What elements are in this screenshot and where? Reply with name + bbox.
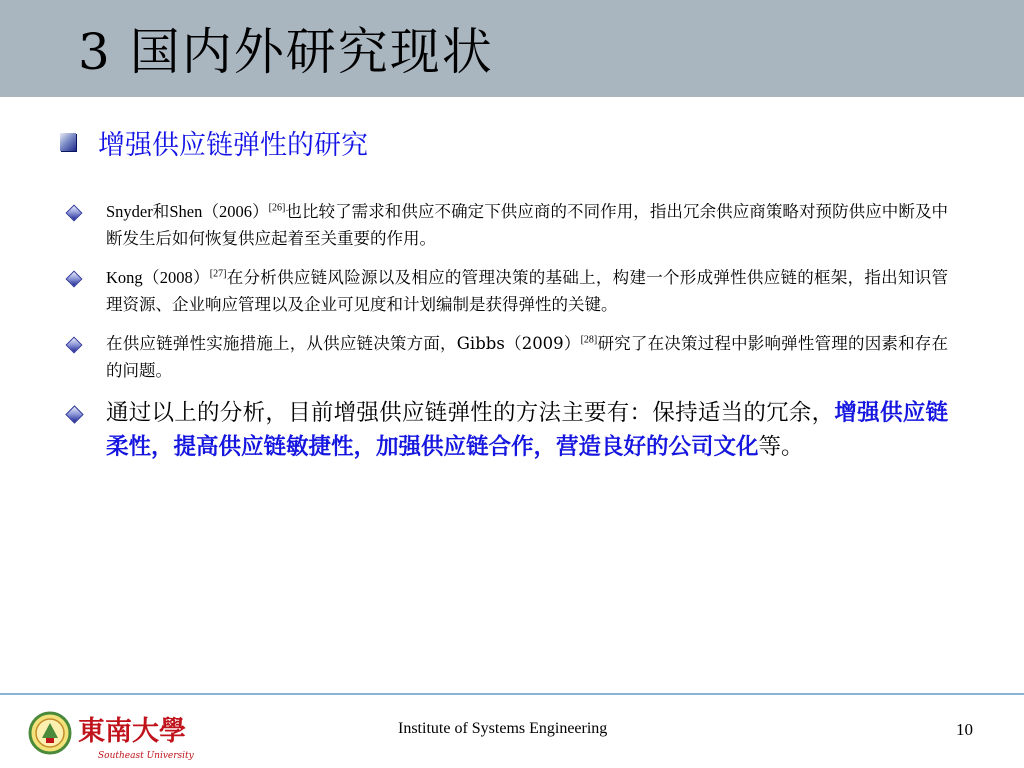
bullet-list [68, 198, 948, 464]
page-number: 10 [956, 720, 973, 739]
diamond-bullet-icon [65, 405, 83, 423]
footer-institute: Institute of Systems Engineering [398, 720, 608, 737]
logo-subtext: Southeast University [98, 751, 194, 761]
bullet-text: 研究了在决策过程中影响弹性管理的因素和存在的问题。 [106, 334, 949, 380]
slide-title: 3 国内外研究现状 [78, 23, 494, 81]
conclusion-item [68, 396, 948, 464]
title-bar [0, 0, 1024, 97]
citation-author: Kong（2008） [106, 268, 210, 287]
citation-ref: [28] [580, 334, 598, 346]
citation-ref: [26] [268, 202, 286, 214]
square-bullet-icon [60, 133, 76, 151]
conclusion-lead: 通过以上的分析，目前增强供应链弹性的方法主要有：保持适当的冗余， [106, 400, 835, 426]
diamond-bullet-icon [66, 205, 83, 222]
section-heading [60, 124, 368, 160]
bullet-text: 也比较了需求和供应不确定下供应商的不同作用，指出冗余供应商策略对预防供应中断及中断发生后如何恢复供应起着至关重要的作用。 [106, 202, 949, 248]
footer-divider [0, 693, 1024, 695]
bullet-lead-text: 在供应链弹性实施措施上，从供应链决策方面，Gibbs（2009） [106, 334, 581, 353]
conclusion-tail: 等。 [758, 434, 804, 460]
diamond-bullet-icon [66, 337, 83, 354]
bullet-item-gibbs [68, 330, 948, 384]
bullet-text: 在分析供应链风险源以及相应的管理决策的基础上，构建一个形成弹性供应链的框架，指出知识管理资源、企业响应管理以及企业可见度和计划编制是获得弹性的关键。 [106, 268, 949, 314]
bullet-item-kong [68, 264, 948, 318]
university-logo [26, 708, 206, 762]
citation-author: Snyder和Shen（2006） [106, 202, 269, 221]
section-heading-text: 增强供应链弹性的研究 [98, 129, 368, 161]
bullet-item-snyder-shen [68, 198, 948, 252]
citation-ref: [27] [209, 268, 227, 280]
logo-wordmark: 東南大學 [78, 716, 186, 747]
diamond-bullet-icon [66, 271, 83, 288]
conclusion-highlight: 增强供应链柔性，提高供应链敏捷性，加强供应链合作，营造良好的公司文化 [106, 400, 948, 460]
